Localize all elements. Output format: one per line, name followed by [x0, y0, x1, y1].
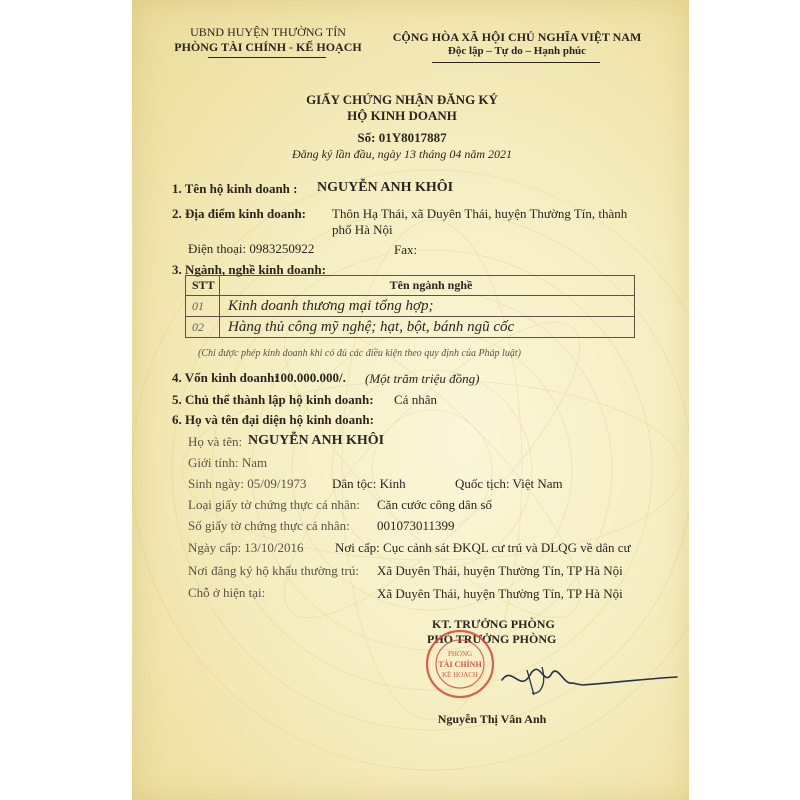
table-header-row	[186, 276, 634, 295]
document-title: GIẤY CHỨNG NHẬN ĐĂNG KÝ	[306, 92, 498, 107]
seal-text-2: TÀI CHÍNH	[438, 660, 482, 669]
founder-type-label: 5. Chủ thể thành lập hộ kinh doanh:	[172, 392, 374, 407]
rep-household-value: Xã Duyên Thái, huyện Thường Tín, TP Hà Nội	[377, 563, 623, 578]
rep-id-number-value: 001073011399	[377, 518, 455, 533]
rep-nationality: Quốc tịch: Việt Nam	[455, 476, 563, 491]
representative-label: 6. Họ và tên đại diện hộ kinh doanh:	[172, 412, 374, 427]
signer-title-line2: PHÓ TRƯỞNG PHÒNG	[427, 632, 557, 646]
rep-gender: Giới tính: Nam	[188, 455, 268, 470]
certificate-number: Số: 01Y8017887	[357, 130, 447, 145]
rep-household-label: Nơi đăng ký hộ khẩu thường trú:	[188, 563, 359, 578]
signer-title: KT. TRƯỞNG PHÒNG	[432, 617, 555, 631]
capital-label: 4. Vốn kinh doanh:	[172, 370, 279, 385]
industry-label: 3. Ngành, nghề kinh doanh:	[172, 262, 326, 277]
row-industry: Hàng thủ công mỹ nghệ; hạt, bột, bánh ngũ cốc	[228, 318, 515, 335]
industry-table	[185, 275, 635, 338]
legal-note: (Chỉ được phép kinh doanh khi có đủ các điều kiện theo quy định của Pháp luật)	[198, 348, 521, 359]
founder-type-value: Cá nhân	[394, 392, 437, 407]
business-name-value: NGUYỄN ANH KHÔI	[317, 180, 454, 195]
fax-field: Fax:	[394, 242, 418, 257]
table-row	[186, 316, 634, 337]
certificate-paper	[132, 0, 689, 800]
registration-date: Đăng ký lần đầu, ngày 13 tháng 04 năm 2021	[292, 147, 512, 161]
motto-underline	[432, 62, 600, 63]
column-header-industry: Tên ngành nghề	[389, 278, 473, 292]
national-title: CỘNG HÒA XÃ HỘI CHỦ NGHĨA VIỆT NAM	[392, 30, 642, 44]
business-name-label: 1. Tên hộ kinh doanh :	[172, 181, 298, 196]
agency-underline	[208, 57, 326, 58]
row-stt: 02	[186, 317, 220, 337]
capital-words: (Một trăm triệu đồng)	[365, 371, 480, 386]
document-title-line2: HỘ KINH DOANH	[347, 108, 457, 123]
column-header-stt: STT	[186, 276, 220, 295]
phone-field: Điện thoại: 0983250922	[188, 241, 315, 256]
rep-id-number-label: Số giấy tờ chứng thực cá nhân:	[188, 518, 350, 533]
business-location-label: 2. Địa điểm kinh doanh:	[172, 206, 307, 221]
seal-text-1: PHÒNG	[447, 650, 473, 658]
business-location-value-line1: Thôn Hạ Thái, xã Duyên Thái, huyện Thường Tín, thành	[332, 206, 628, 221]
rep-id-type-value: Căn cước công dân số	[377, 497, 493, 512]
national-motto: Độc lập – Tự do – Hạnh phúc	[447, 45, 587, 57]
rep-ethnicity: Dân tộc: Kinh	[332, 476, 406, 491]
capital-value: 100.000.000/.	[274, 370, 346, 385]
rep-issue-place: Nơi cấp: Cục cảnh sát ĐKQL cư trú và DLQG về dân cư	[335, 540, 631, 555]
agency-name: PHÒNG TÀI CHÍNH - KẾ HOẠCH	[174, 40, 362, 54]
rep-birthdate: Sinh ngày: 05/09/1973	[188, 476, 307, 491]
business-location-value-line2: phố Hà Nội	[332, 222, 393, 237]
table-row	[186, 295, 634, 316]
rep-issue-date: Ngày cấp: 13/10/2016	[188, 540, 304, 555]
rep-residence-label: Chỗ ở hiện tại:	[188, 585, 266, 600]
handwritten-signature	[472, 655, 682, 705]
rep-name-label: Họ và tên:	[188, 434, 243, 449]
signer-name: Nguyễn Thị Vân Anh	[437, 712, 547, 726]
rep-id-type-label: Loại giấy tờ chứng thực cá nhân:	[188, 497, 360, 512]
row-stt: 01	[186, 296, 220, 316]
rep-residence-value: Xã Duyên Thái, huyện Thường Tín, TP Hà Nội	[377, 586, 623, 601]
agency-parent: UBND HUYỆN THƯỜNG TÍN	[190, 25, 346, 39]
row-industry: Kinh doanh thương mại tổng hợp;	[228, 297, 434, 314]
seal-text-3: KẾ HOẠCH	[442, 671, 478, 679]
rep-name-value: NGUYỄN ANH KHÔI	[248, 433, 385, 448]
